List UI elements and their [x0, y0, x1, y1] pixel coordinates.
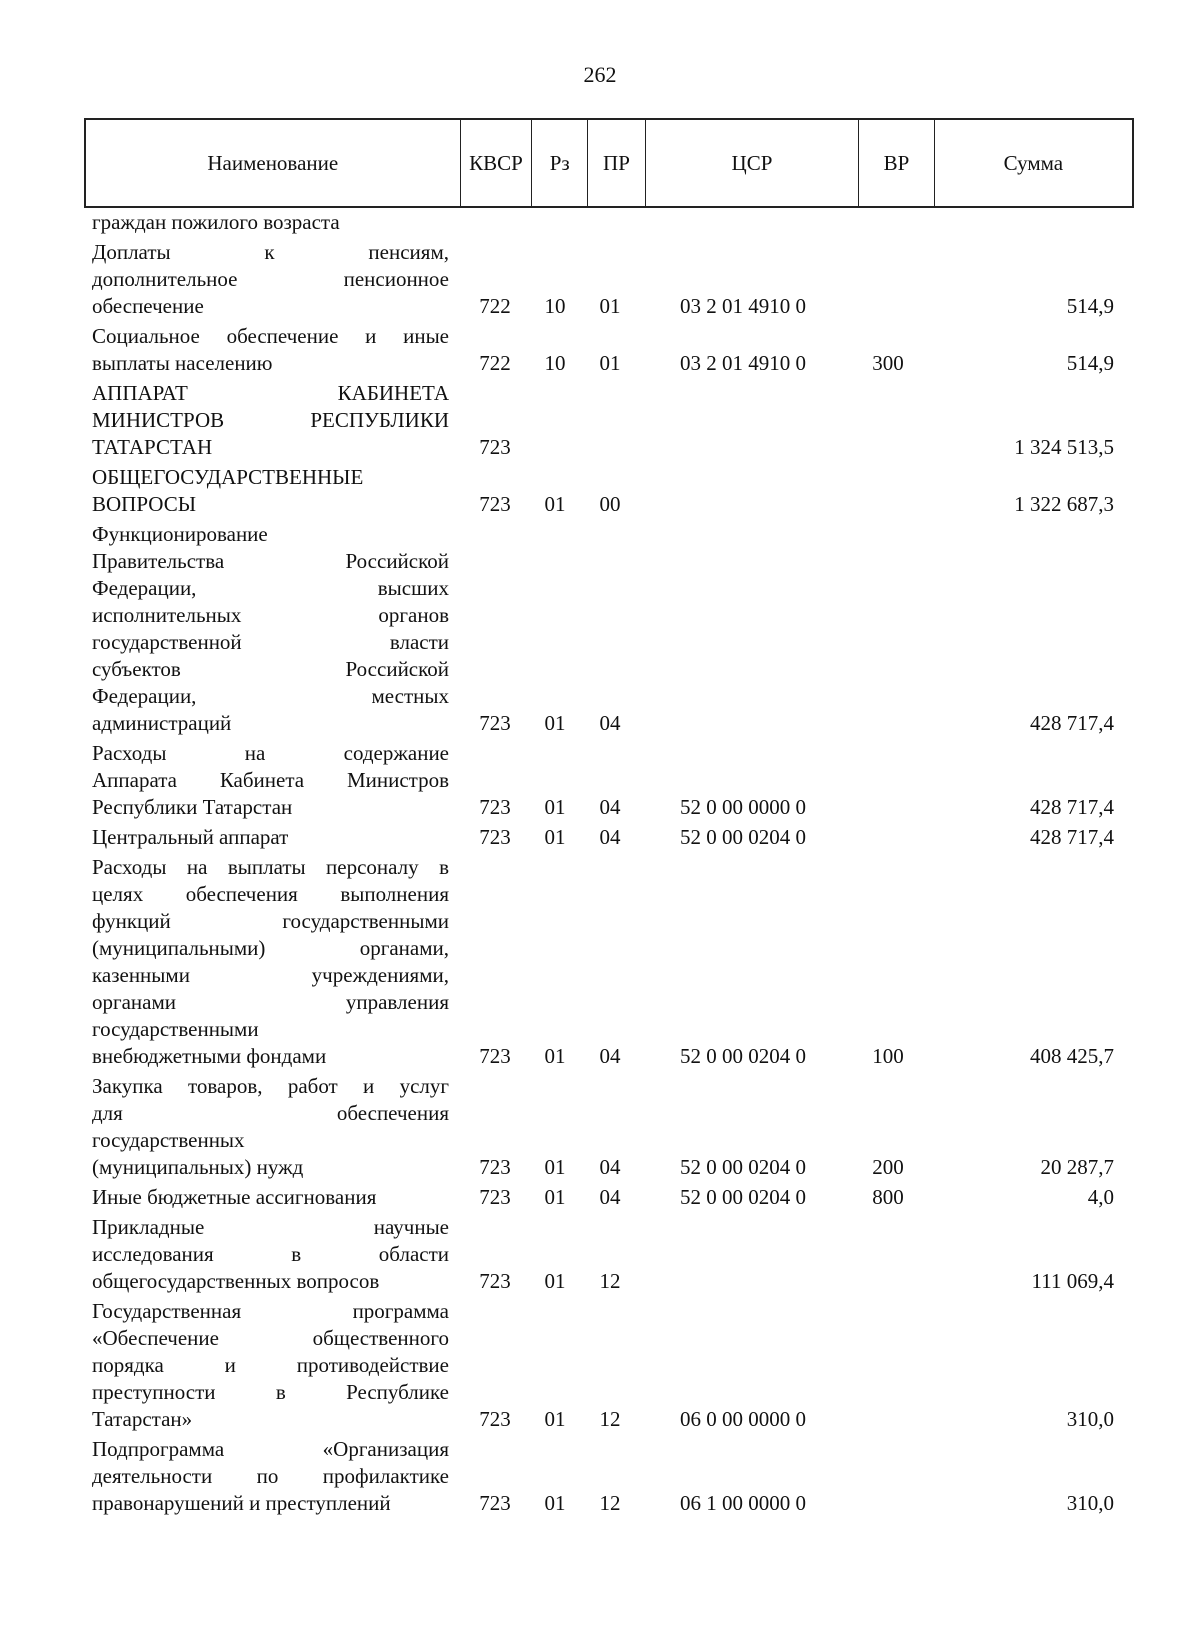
cell-name-line: обеспечение: [92, 294, 204, 318]
cell-kvsr: 723: [479, 1185, 511, 1209]
cell-name: [84, 209, 449, 236]
cell-pr: 12: [599, 1491, 621, 1515]
cell-name-line: АППАРАТ КАБИНЕТА: [92, 381, 449, 405]
cell-vr: 300: [872, 351, 904, 375]
cell-sum: 514,9: [1066, 294, 1114, 318]
cell-rz: 10: [544, 294, 566, 318]
cell-rz: 01: [544, 1155, 566, 1179]
cell-rz: 01: [544, 1185, 566, 1209]
cell-name-line: государственной власти: [92, 630, 449, 654]
cell-sum: 111 069,4: [1031, 1269, 1114, 1293]
cell-name-line: деятельности по профилактике: [92, 1464, 449, 1488]
cell-name-line: выплаты населению: [92, 351, 273, 375]
cell-csr: 06 1 00 0000 0: [680, 1491, 806, 1515]
cell-pr: 04: [599, 795, 621, 819]
cell-name-line: Социальное обеспечение и иные: [92, 324, 449, 348]
cell-name: [84, 824, 449, 851]
cell-name-line: «Обеспечение общественного: [92, 1326, 449, 1350]
cell-kvsr: 723: [479, 1155, 511, 1179]
cell-name-line: правонарушений и преступлений: [92, 1491, 391, 1515]
cell-name-line: внебюджетными фондами: [92, 1044, 327, 1068]
cell-sum: 20 287,7: [1040, 1155, 1114, 1179]
cell-rz: 01: [544, 1044, 566, 1068]
cell-name-line: (муниципальных) нужд: [92, 1155, 304, 1179]
cell-pr: 04: [599, 1044, 621, 1068]
cell-sum: 4,0: [1087, 1185, 1114, 1209]
cell-name-line: Доплаты к пенсиям,: [92, 240, 449, 264]
table-header: [84, 118, 1134, 208]
cell-pr: 04: [599, 711, 621, 735]
cell-name-line: граждан пожилого возраста: [92, 210, 340, 234]
cell-vr: 100: [872, 1044, 904, 1068]
cell-pr: 01: [599, 294, 621, 318]
table-row: [84, 520, 1134, 739]
cell-name: [84, 1436, 449, 1517]
table-row: [84, 853, 1134, 1072]
cell-name: [84, 1214, 449, 1295]
cell-csr: 03 2 01 4910 0: [680, 294, 806, 318]
header-kvsr: КВСР: [460, 120, 532, 206]
cell-name-line: порядка и противодействие: [92, 1353, 449, 1377]
cell-sum: 310,0: [1066, 1491, 1114, 1515]
cell-name: [84, 740, 449, 821]
cell-pr: 04: [599, 1155, 621, 1179]
cell-kvsr: 723: [479, 492, 511, 516]
cell-name: [84, 1073, 449, 1181]
cell-csr: 52 0 00 0204 0: [680, 825, 806, 849]
cell-sum: 310,0: [1066, 1407, 1114, 1431]
cell-name: [84, 1184, 449, 1211]
cell-name-line: государственных: [92, 1128, 245, 1152]
cell-name-line: ОБЩЕГОСУДАРСТВЕННЫЕ: [92, 465, 364, 489]
cell-rz: 01: [544, 1407, 566, 1431]
cell-pr: 12: [599, 1269, 621, 1293]
cell-csr: 52 0 00 0204 0: [680, 1185, 806, 1209]
cell-kvsr: 722: [479, 351, 511, 375]
cell-name-line: общегосударственных вопросов: [92, 1269, 380, 1293]
cell-csr: 06 0 00 0000 0: [680, 1407, 806, 1431]
cell-kvsr: 722: [479, 294, 511, 318]
table-row: [84, 823, 1134, 853]
cell-name-line: субъектов Российской: [92, 657, 449, 681]
cell-rz: 01: [544, 492, 566, 516]
cell-name-line: Функционирование: [92, 522, 268, 546]
cell-sum: 408 425,7: [1030, 1044, 1114, 1068]
table-row: [84, 1213, 1134, 1297]
cell-name-line: казенными учреждениями,: [92, 963, 449, 987]
cell-pr: 12: [599, 1407, 621, 1431]
cell-name: [84, 380, 449, 461]
cell-name-line: Прикладные научные: [92, 1215, 449, 1239]
table-row: [84, 739, 1134, 823]
cell-name-line: органами управления: [92, 990, 449, 1014]
cell-sum: 1 324 513,5: [1014, 435, 1114, 459]
cell-name-line: функций государственными: [92, 909, 449, 933]
cell-name: [84, 854, 449, 1070]
cell-rz: 01: [544, 711, 566, 735]
header-pr: ПР: [587, 120, 645, 206]
table-body: [84, 208, 1134, 1519]
cell-rz: 01: [544, 825, 566, 849]
cell-name-line: Подпрограмма «Организация: [92, 1437, 449, 1461]
header-name: Наименование: [207, 150, 339, 175]
cell-sum: 1 322 687,3: [1014, 492, 1114, 516]
cell-kvsr: 723: [479, 711, 511, 735]
cell-vr: 800: [872, 1185, 904, 1209]
cell-name: [84, 1298, 449, 1433]
cell-sum: 428 717,4: [1030, 795, 1114, 819]
cell-name-line: Расходы на выплаты персоналу в: [92, 855, 449, 879]
cell-name: [84, 323, 449, 377]
cell-kvsr: 723: [479, 795, 511, 819]
cell-name-line: Федерации, высших: [92, 576, 449, 600]
cell-name-line: дополнительное пенсионное: [92, 267, 449, 291]
table-row: [84, 322, 1134, 379]
cell-name-line: целях обеспечения выполнения: [92, 882, 449, 906]
cell-name-line: преступности в Республике: [92, 1380, 449, 1404]
table-row: [84, 463, 1134, 520]
cell-kvsr: 723: [479, 1044, 511, 1068]
cell-csr: 52 0 00 0204 0: [680, 1155, 806, 1179]
cell-name-line: ВОПРОСЫ: [92, 492, 197, 516]
cell-vr: 200: [872, 1155, 904, 1179]
cell-rz: 01: [544, 1269, 566, 1293]
cell-rz: 01: [544, 1491, 566, 1515]
cell-name-line: (муниципальными) органами,: [92, 936, 449, 960]
table-row: [84, 1435, 1134, 1519]
cell-name-line: МИНИСТРОВ РЕСПУБЛИКИ: [92, 408, 449, 432]
cell-sum: 428 717,4: [1030, 825, 1114, 849]
cell-sum: 428 717,4: [1030, 711, 1114, 735]
table-row: [84, 208, 1134, 238]
cell-pr: 00: [599, 492, 621, 516]
table-row: [84, 379, 1134, 463]
cell-name-line: исполнительных органов: [92, 603, 449, 627]
cell-name: [84, 464, 449, 518]
cell-kvsr: 723: [479, 1269, 511, 1293]
cell-pr: 04: [599, 825, 621, 849]
cell-sum: 514,9: [1066, 351, 1114, 375]
cell-name: [84, 239, 449, 320]
cell-kvsr: 723: [479, 1407, 511, 1431]
cell-name-line: Правительства Российской: [92, 549, 449, 573]
cell-kvsr: 723: [479, 825, 511, 849]
cell-name-line: Республики Татарстан: [92, 795, 293, 819]
cell-csr: 52 0 00 0000 0: [680, 795, 806, 819]
header-csr: ЦСР: [645, 120, 858, 206]
cell-name-line: исследования в области: [92, 1242, 449, 1266]
header-rz: Рз: [531, 120, 587, 206]
cell-name-line: для обеспечения: [92, 1101, 449, 1125]
cell-name-line: Закупка товаров, работ и услуг: [92, 1074, 449, 1098]
cell-name: [84, 521, 449, 737]
table-row: [84, 238, 1134, 322]
cell-kvsr: 723: [479, 435, 511, 459]
cell-name-line: администраций: [92, 711, 232, 735]
cell-csr: 52 0 00 0204 0: [680, 1044, 806, 1068]
cell-name-line: Татарстан»: [92, 1407, 193, 1431]
cell-kvsr: 723: [479, 1491, 511, 1515]
cell-name-line: Аппарата Кабинета Министров: [92, 768, 449, 792]
cell-name-line: ТАТАРСТАН: [92, 435, 213, 459]
cell-name-line: Иные бюджетные ассигнования: [92, 1185, 377, 1209]
cell-name-line: Центральный аппарат: [92, 825, 289, 849]
cell-name-line: государственными: [92, 1017, 259, 1041]
header-vr: ВР: [858, 120, 934, 206]
cell-rz: 10: [544, 351, 566, 375]
table-row: [84, 1183, 1134, 1213]
table-row: [84, 1072, 1134, 1183]
cell-rz: 01: [544, 795, 566, 819]
cell-name-line: Расходы на содержание: [92, 741, 449, 765]
cell-pr: 04: [599, 1185, 621, 1209]
cell-name-line: Государственная программа: [92, 1299, 449, 1323]
header-sum: Сумма: [934, 120, 1132, 206]
table-row: [84, 1297, 1134, 1435]
cell-pr: 01: [599, 351, 621, 375]
page-number: 262: [583, 62, 617, 87]
cell-csr: 03 2 01 4910 0: [680, 351, 806, 375]
cell-name-line: Федерации, местных: [92, 684, 449, 708]
